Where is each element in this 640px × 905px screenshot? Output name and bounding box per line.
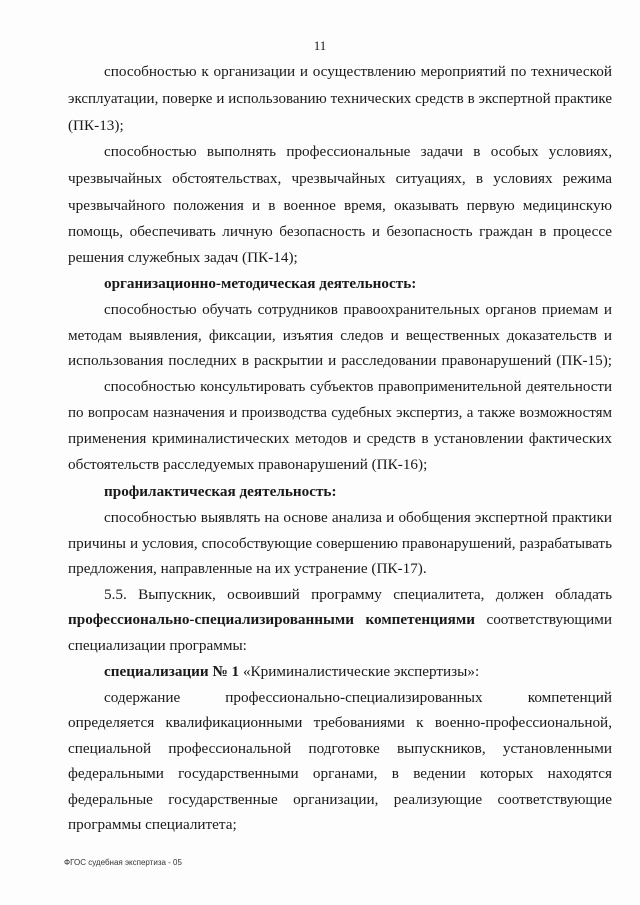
text-line: специальной профессиональной подготовке выпускников, установленными [68, 740, 612, 757]
text-line: определяется квалификационными требованиями к военно-профессиональной, [68, 714, 612, 731]
text-line: способностью к организации и осуществлению мероприятий по технической [104, 63, 612, 80]
page-number: 11 [313, 38, 327, 53]
page-footer: ФГОС судебная экспертиза - 05 [64, 858, 182, 867]
text-line: по вопросам назначения и производства судебных экспертиз, а также возможностям [68, 405, 612, 421]
text-line: решения служебных задач (ПК-14); [68, 249, 298, 266]
text-line: способностью консультировать субъектов правоприменительной деятельности [104, 379, 612, 395]
text-line [104, 662, 612, 682]
text-line: способностью выполнять профессиональные задачи в особых условиях, [104, 143, 612, 160]
text-line: использования последних в раскрытии и расследовании правонарушений (ПК-15); [68, 352, 612, 369]
bold-term: специализации № 1 [104, 663, 240, 680]
text-line: предложения, направленные на их устранение (ПК-17). [68, 560, 427, 577]
text-line: федеральными государственными органами, в ведении которых находятся [68, 765, 612, 782]
text-line: эксплуатации, поверке и использованию технических средств в экспертной практике [68, 91, 612, 107]
text-line: программы специалитета; [68, 816, 237, 833]
text-line: методам выявления, фиксации, изъятия следов и вещественных доказательств и [68, 327, 612, 344]
section-heading: профилактическая деятельность: [104, 483, 337, 500]
section-heading: организационно-методическая деятельность: [104, 275, 417, 292]
text-line: специализации программы: [68, 637, 247, 654]
text-line: способностью обучать сотрудников правоохранительных органов приемам и [104, 301, 612, 318]
text-line: помощь, обеспечивать личную безопасность и безопасность граждан в процессе [68, 223, 612, 240]
text-line: применения криминалистических методов и средств в установлении фактических [68, 430, 612, 447]
text-fragment: соответствующими [486, 611, 612, 628]
text-line [68, 610, 612, 630]
text-line: чрезвычайного положения и в военное время, оказывать первую медицинскую [68, 197, 612, 214]
text-line: обстоятельств расследуемых правонарушений (ПК-16); [68, 456, 428, 473]
text-line: (ПК-13); [68, 117, 124, 134]
text-line: чрезвычайных обстоятельствах, чрезвычайных ситуациях, в условиях режима [68, 170, 612, 187]
text-line: способностью выявлять на основе анализа и обобщения экспертной практики [104, 509, 612, 526]
bold-term: профессионально-специализированными компетенциями [68, 611, 475, 628]
text-line: содержание профессионально-специализированных компетенций [104, 689, 612, 706]
text-line: 5.5. Выпускник, освоивший программу специалитета, должен обладать [104, 586, 612, 603]
text-line: причины и условия, способствующие совершению правонарушений, разрабатывать [68, 535, 612, 552]
text-line: федеральные государственные организации, реализующие соответствующие [68, 791, 612, 808]
text-fragment: «Криминалистические экспертизы»: [239, 663, 480, 680]
